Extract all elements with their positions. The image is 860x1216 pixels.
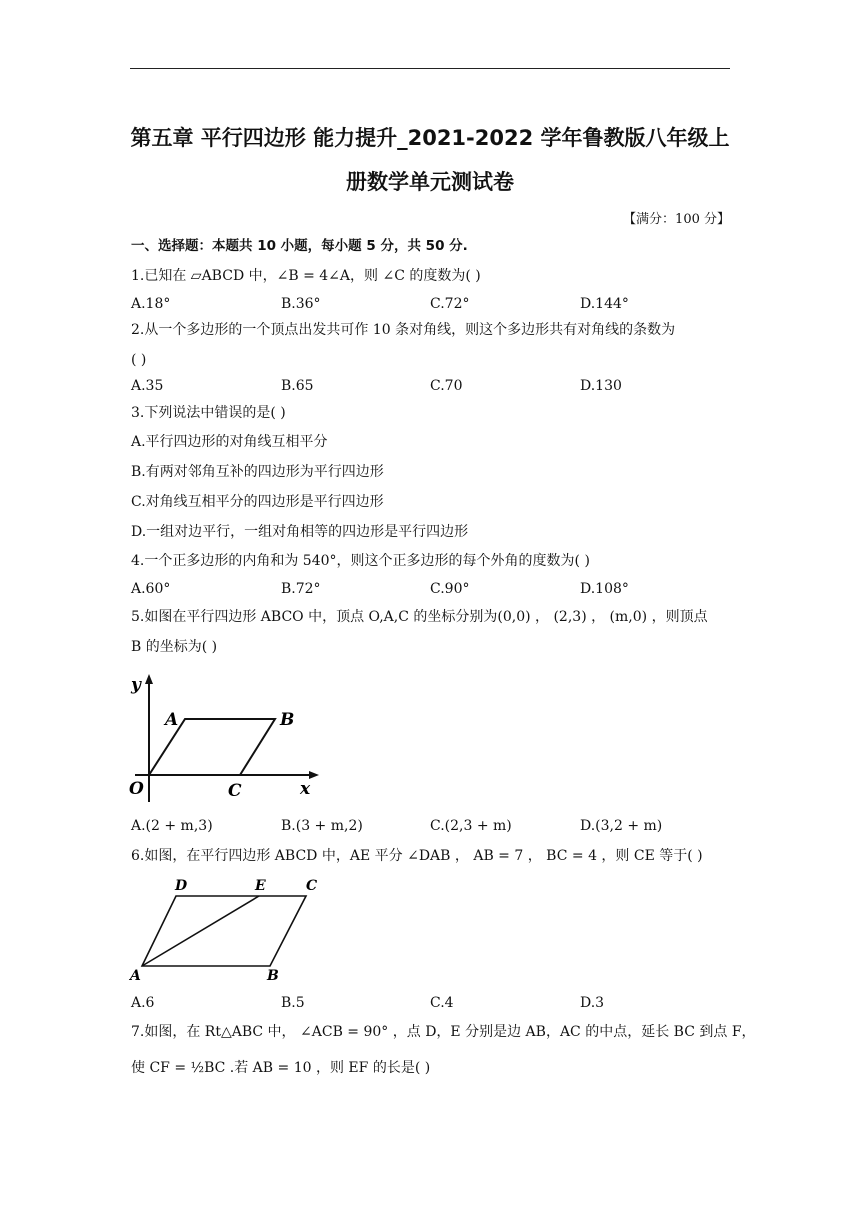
question-6-figure [128, 874, 328, 984]
option-c: C.90° [430, 581, 470, 597]
option-c: C.(2,3 + m) [430, 818, 512, 834]
option-c: C.70 [430, 378, 463, 394]
label-a: A [130, 968, 141, 984]
option-b: B.(3 + m,2) [281, 818, 363, 834]
label-b: B [267, 968, 279, 984]
page-title-line-2: 册数学单元测试卷 [346, 170, 514, 194]
option-d: D.144° [580, 296, 629, 312]
option-d: D.130 [580, 378, 622, 394]
question-7-stem: 7.如图，在 Rt△ABC 中， ∠ACB = 90° ，点 D，E 分别是边 AB，AC 的中点，延长 BC 到点 F， [131, 1024, 756, 1040]
option-a: A.6 [131, 995, 155, 1011]
question-5-stem: 5.如图在平行四边形 ABCO 中，顶点 O,A,C 的坐标分别为(0,0) ， (2,3) ， (m,0) ，则顶点 [131, 609, 708, 625]
option-c: C.4 [430, 995, 454, 1011]
option-a: A.35 [131, 378, 164, 394]
label-a: A [165, 710, 179, 730]
question-5-stem-cont: B 的坐标为( ) [131, 639, 218, 655]
option-a: A.(2 + m,3) [131, 818, 213, 834]
label-c: C [306, 878, 318, 894]
question-3-choice-b: B.有两对邻角互补的四边形为平行四边形 [131, 464, 384, 480]
question-3-choice-a: A.平行四边形的对角线互相平分 [131, 434, 328, 450]
option-b: B.5 [281, 995, 305, 1011]
option-b: B.72° [281, 581, 321, 597]
option-b: B.36° [281, 296, 321, 312]
header-rule [130, 68, 730, 69]
x-axis-arrow [309, 771, 319, 779]
question-3-stem: 3.下列说法中错误的是( ) [131, 405, 286, 421]
option-b: B.65 [281, 378, 314, 394]
label-c: C [228, 781, 242, 801]
label-o: O [129, 779, 144, 799]
question-5-figure [125, 672, 325, 807]
option-a: A.60° [131, 581, 171, 597]
question-2-stem-cont: ( ) [131, 352, 147, 368]
option-d: D.108° [580, 581, 629, 597]
question-3-choice-d: D.一组对边平行，一组对角相等的四边形是平行四边形 [131, 524, 469, 540]
question-7-stem-cont: 使 CF = ½BC .若 AB = 10 ，则 EF 的长是( ) [131, 1060, 431, 1076]
label-x: x [300, 779, 311, 799]
parallelogram-abcd [142, 896, 306, 966]
full-score-label: 【满分：100 分】 [623, 212, 730, 227]
label-b: B [280, 710, 295, 730]
label-y: y [131, 675, 141, 695]
y-axis-arrow [145, 674, 153, 684]
option-c: C.72° [430, 296, 470, 312]
label-d: D [175, 878, 188, 894]
question-1-stem: 1.已知在 ▱ABCD 中，∠B = 4∠A，则 ∠C 的度数为( ) [131, 268, 481, 284]
option-d: D.(3,2 + m) [580, 818, 663, 834]
question-4-stem: 4.一个正多边形的内角和为 540°，则这个正多边形的每个外角的度数为( ) [131, 553, 590, 569]
option-a: A.18° [131, 296, 171, 312]
section-heading: 一、选择题：本题共 10 小题，每小题 5 分，共 50 分. [131, 238, 468, 254]
option-d: D.3 [580, 995, 605, 1011]
label-e: E [255, 878, 266, 894]
question-6-stem: 6.如图，在平行四边形 ABCD 中，AE 平分 ∠DAB ， AB = 7 ， BC = 4 ，则 CE 等于( ) [131, 848, 703, 864]
page-title-line-1: 第五章 平行四边形 能力提升_2021-2022 学年鲁教版八年级上 [130, 126, 730, 150]
question-3-choice-c: C.对角线互相平分的四边形是平行四边形 [131, 494, 384, 510]
question-2-stem: 2.从一个多边形的一个顶点出发共可作 10 条对角线，则这个多边形共有对角线的条数为 [131, 322, 676, 338]
